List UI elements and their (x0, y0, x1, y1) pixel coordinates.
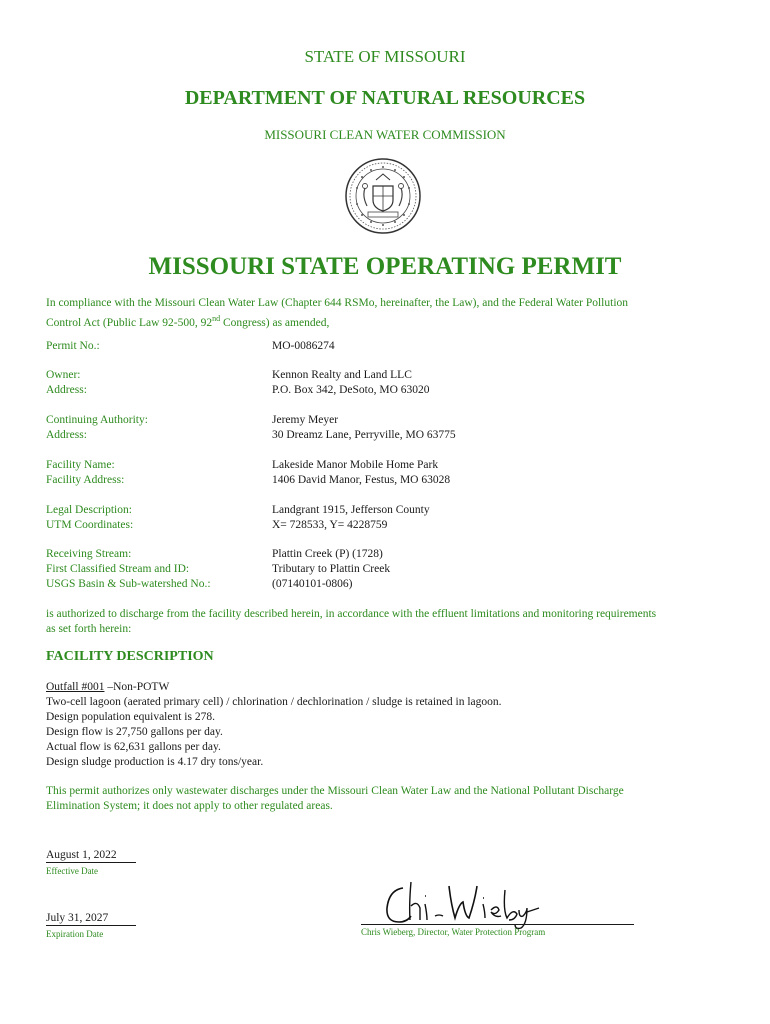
effective-date-block (46, 848, 136, 876)
outfall-label: Outfall #001 (46, 681, 105, 693)
facility-line: Design flow is 27,750 gallons per day. (46, 726, 223, 738)
scope-line-1: This permit authorizes only wastewater discharges under the Missouri Clean Water Law and the National Pollutant Discharge (46, 785, 624, 797)
facility-line: Actual flow is 62,631 gallons per day. (46, 741, 221, 753)
intro-superscript: nd (212, 314, 221, 323)
first-classified-label: First Classified Stream and ID: (46, 563, 190, 575)
intro-line-2-a: Control Act (Public Law 92-500, 92 (46, 316, 213, 329)
signature-block (361, 876, 634, 946)
facility-description-body (46, 680, 502, 770)
expiration-date-label: Expiration Date (46, 929, 104, 939)
authorization-line-1: is authorized to discharge from the facility described herein, in accordance with the effluent limitations and monitoring requirements (46, 608, 657, 620)
owner-address-label: Address: (46, 384, 87, 396)
facility-line: Design sludge production is 4.17 dry tons/year. (46, 756, 264, 768)
facility-line: Design population equivalent is 278. (46, 711, 215, 723)
intro-line-1: In compliance with the Missouri Clean Water Law (Chapter 644 RSMo, hereinafter, the Law), and the Federal Water Pollution (46, 297, 629, 309)
department-heading: DEPARTMENT OF NATURAL RESOURCES (184, 87, 586, 109)
commission-heading: MISSOURI CLEAN WATER COMMISSION (264, 127, 506, 142)
permit-no-label: Permit No.: (46, 340, 100, 352)
owner-address-value: P.O. Box 342, DeSoto, MO 63020 (272, 384, 430, 396)
expiration-date: July 31, 2027 (46, 911, 136, 926)
facility-address-label: Facility Address: (46, 474, 125, 486)
expiration-date-block (46, 911, 136, 939)
authorization-line-2: as set forth herein: (46, 623, 132, 635)
state-heading: STATE OF MISSOURI (304, 47, 466, 66)
receiving-stream-label: Receiving Stream: (46, 548, 132, 560)
scope-paragraph (46, 784, 736, 814)
facility-name-value: Lakeside Manor Mobile Home Park (272, 459, 439, 471)
outfall-type: –Non-POTW (104, 681, 170, 693)
usgs-value: (07140101-0806) (272, 578, 353, 590)
utm-label: UTM Coordinates: (46, 519, 134, 531)
authorization-paragraph (46, 607, 736, 637)
signature-line (361, 924, 634, 925)
usgs-label: USGS Basin & Sub-watershed No.: (46, 578, 211, 590)
owner-label: Owner: (46, 369, 81, 381)
facility-line: Two-cell lagoon (aerated primary cell) / chlorination / dechlorination / sludge is retained in lagoon. (46, 696, 502, 708)
first-classified-value: Tributary to Plattin Creek (272, 563, 391, 575)
signer-caption: Chris Wieberg, Director, Water Protection Program (361, 927, 546, 937)
legal-description-label: Legal Description: (46, 504, 132, 516)
ca-address-label: Address: (46, 429, 87, 441)
receiving-stream-value: Plattin Creek (P) (1728) (272, 548, 383, 560)
facility-description-heading: FACILITY DESCRIPTION (46, 649, 214, 664)
intro-line-2 (46, 311, 736, 331)
intro-line-2-b: Congress) as amended, (220, 316, 330, 329)
facility-name-label: Facility Name: (46, 459, 115, 471)
outfall-line (46, 680, 502, 695)
owner-value: Kennon Realty and Land LLC (272, 369, 412, 381)
facility-address-value: 1406 David Manor, Festus, MO 63028 (272, 474, 451, 486)
intro-paragraph (46, 296, 736, 331)
permit-title: MISSOURI STATE OPERATING PERMIT (148, 253, 622, 280)
continuing-authority-label: Continuing Authority: (46, 414, 148, 426)
permit-no-value: MO-0086274 (272, 340, 335, 352)
utm-value: X= 728533, Y= 4228759 (272, 519, 388, 531)
scope-line-2: Elimination System; it does not apply to other regulated areas. (46, 800, 333, 812)
legal-description-value: Landgrant 1915, Jefferson County (272, 504, 430, 516)
missouri-state-seal-icon (343, 156, 423, 236)
continuing-authority-value: Jeremy Meyer (272, 414, 339, 426)
ca-address-value: 30 Dreamz Lane, Perryville, MO 63775 (272, 429, 456, 441)
effective-date-label: Effective Date (46, 866, 99, 876)
effective-date: August 1, 2022 (46, 848, 136, 863)
